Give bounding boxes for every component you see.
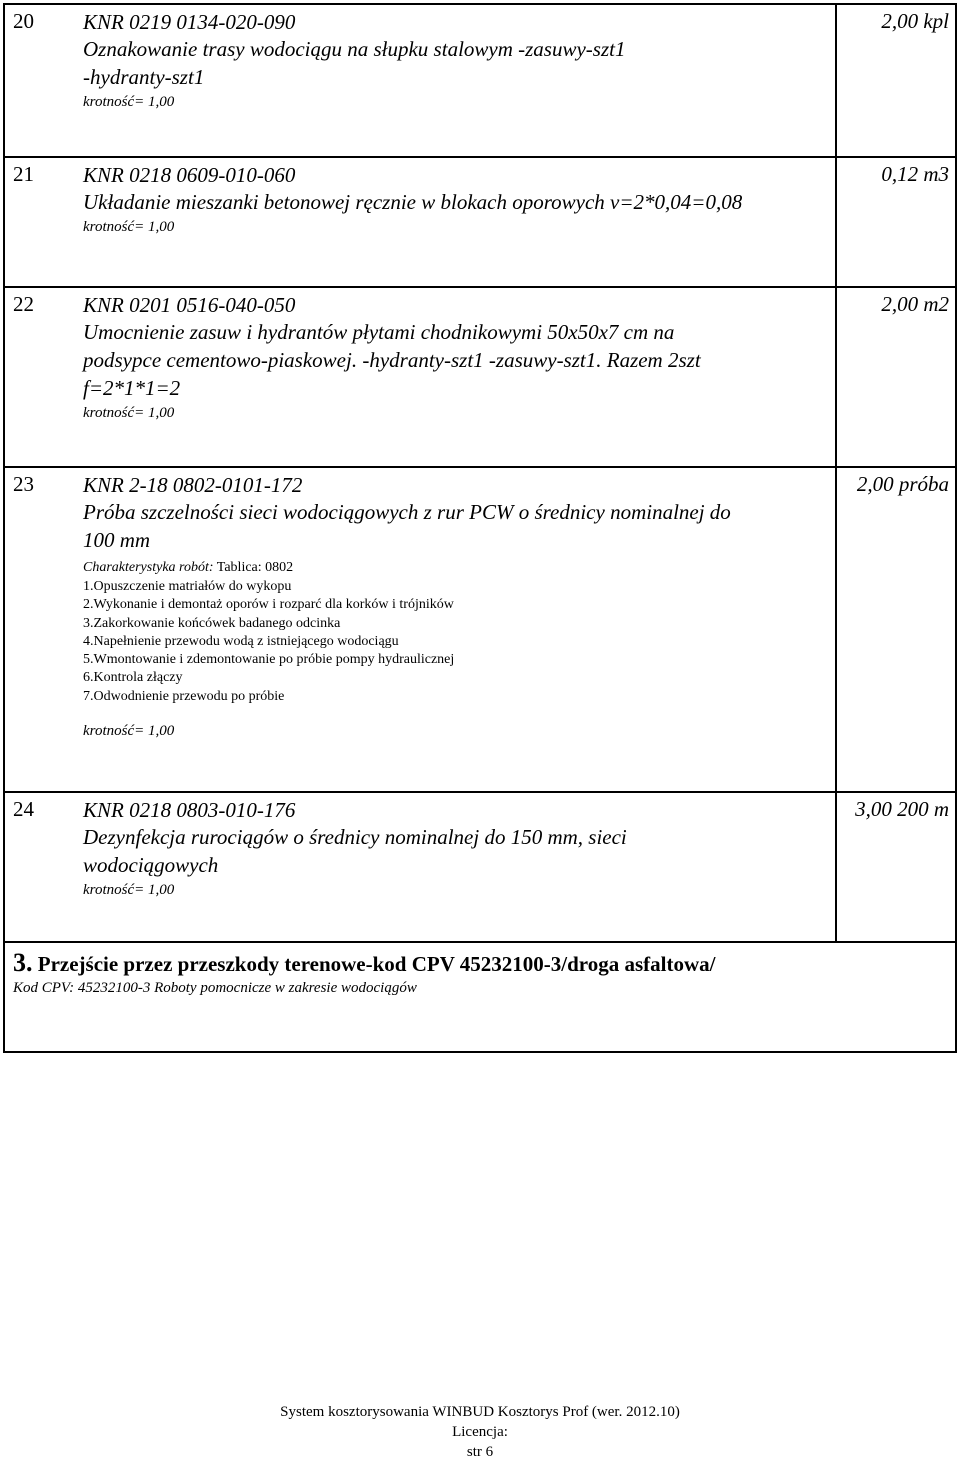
section-number: 3.: [13, 948, 33, 977]
item-code: KNR 0218 0803-010-176: [83, 798, 296, 822]
item-code: KNR 0218 0609-010-060: [83, 163, 296, 187]
item-description-line: Próba szczelności sieci wodociągowych z rur PCW o średnicy nominalnej do: [83, 500, 731, 524]
item-krotnosc: krotność= 1,00: [83, 94, 175, 110]
item-description-line: wodociągowych: [83, 853, 219, 877]
work-step: 2.Wykonanie i demontaż oporów i rozparć dla korków i trójników: [83, 597, 454, 613]
work-characteristics-label: Charakterystyka robót:: [83, 560, 214, 575]
work-step: 4.Napełnienie przewodu wodą z istniejącego wodociągu: [83, 633, 399, 649]
item-quantity: 2,00 próba: [856, 472, 949, 496]
item-description-block: [83, 162, 831, 238]
item-number: 24: [13, 797, 34, 821]
item-description-line: Układanie mieszanki betonowej ręcznie w blokach oporowych v=2*0,04=0,08: [83, 190, 743, 214]
table-row: [5, 288, 955, 468]
item-number: 21: [13, 162, 34, 186]
table-row: [5, 158, 955, 288]
footer-system: System kosztorysowania WINBUD Kosztorys Prof (wer. 2012.10): [280, 1404, 680, 1420]
table-row: [5, 468, 955, 793]
item-description-line: 100 mm: [83, 528, 151, 552]
item-description-block: [83, 9, 831, 113]
section-title-text: Przejście przez przeszkody terenowe-kod CPV 45232100-3/droga asfaltowa/: [37, 952, 716, 976]
item-code: KNR 0219 0134-020-090: [83, 10, 296, 34]
item-quantity: 2,00 kpl: [881, 9, 949, 33]
section-cpv: Kod CPV: 45232100-3 Roboty pomocnicze w zakresie wodociągów: [13, 980, 417, 996]
work-characteristics: [83, 558, 831, 578]
item-description-line: Umocnienie zasuw i hydrantów płytami chodnikowymi 50x50x7 cm na: [83, 320, 675, 344]
item-number: 20: [13, 9, 34, 33]
item-number: 22: [13, 292, 34, 316]
item-quantity: 2,00 m2: [881, 292, 949, 316]
cost-estimate-table: [3, 3, 957, 1053]
item-krotnosc: krotność= 1,00: [83, 405, 175, 421]
item-description-block: [83, 797, 831, 901]
column-divider: [835, 158, 837, 286]
item-number: 23: [13, 472, 34, 496]
work-characteristics-value: Tablica: 0802: [216, 560, 294, 575]
item-quantity: 0,12 m3: [881, 162, 949, 186]
work-step: 5.Wmontowanie i zdemontowanie po próbie pompy hydraulicznej: [83, 652, 455, 668]
work-step: 3.Zakorkowanie końcówek badanego odcinka: [83, 615, 341, 631]
table-row: [5, 793, 955, 943]
item-description-block: [83, 292, 831, 424]
column-divider: [835, 288, 837, 466]
section-header: [5, 949, 955, 998]
section-title: [13, 949, 955, 978]
item-krotnosc: krotność= 1,00: [83, 882, 175, 898]
item-description-line: Oznakowanie trasy wodociągu na słupku stalowym -zasuwy-szt1: [83, 37, 626, 61]
work-step: 6.Kontrola złączy: [83, 670, 183, 686]
item-description-line: podsypce cementowo-piaskowej. -hydranty-szt1 -zasuwy-szt1. Razem 2szt: [83, 348, 701, 372]
footer-licencja: Licencja:: [452, 1424, 508, 1440]
item-quantity: 3,00 200 m: [855, 797, 949, 821]
work-step: 7.Odwodnienie przewodu po próbie: [83, 688, 285, 704]
column-divider: [835, 5, 837, 156]
item-krotnosc: krotność= 1,00: [83, 219, 175, 235]
column-divider: [835, 793, 837, 941]
item-description-line: f=2*1*1=2: [83, 376, 181, 400]
column-divider: [835, 468, 837, 791]
item-code: KNR 0201 0516-040-050: [83, 293, 296, 317]
table-row: [5, 5, 955, 158]
item-code: KNR 2-18 0802-0101-172: [83, 473, 303, 497]
work-step: 1.Opuszczenie matriałów do wykopu: [83, 579, 292, 594]
work-steps-list: [83, 578, 831, 706]
item-description-block: [83, 472, 831, 742]
item-description-line: -hydranty-szt1: [83, 65, 205, 89]
item-krotnosc: krotność= 1,00: [83, 723, 175, 740]
footer-page-number: str 6: [466, 1444, 494, 1460]
item-description-line: Dezynfekcja rurociągów o średnicy nominalnej do 150 mm, sieci: [83, 825, 627, 849]
page-footer: [0, 1402, 960, 1462]
